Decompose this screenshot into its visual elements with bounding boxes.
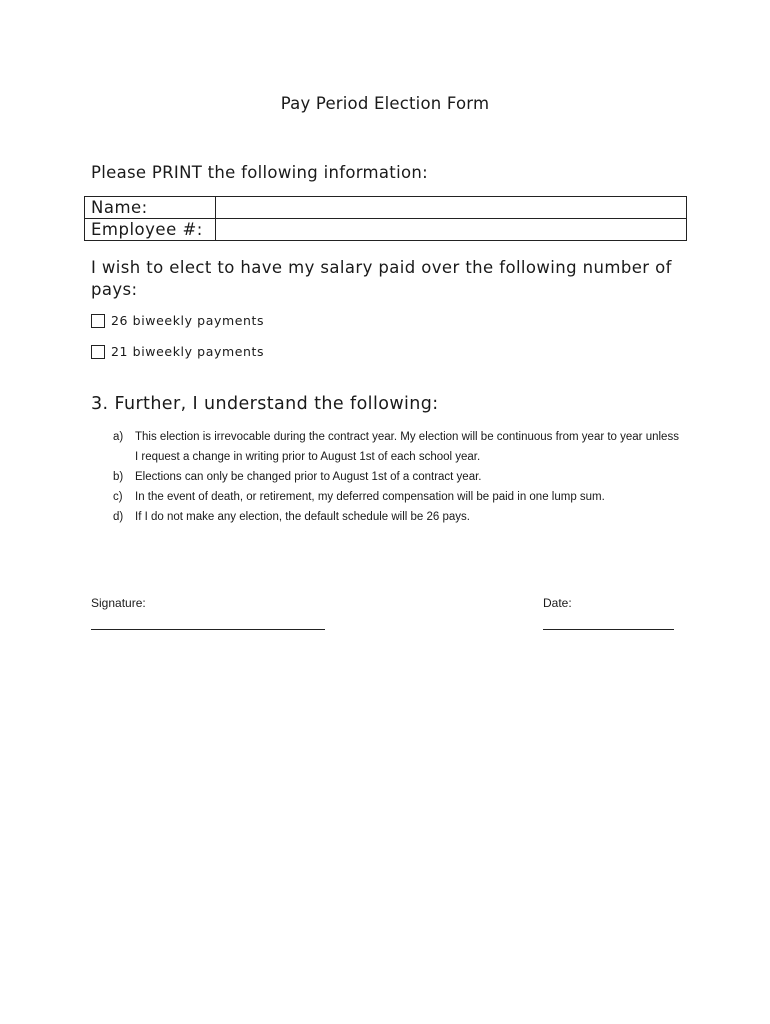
term-text: In the event of death, or retirement, my deferred compensation will be paid in one lump sum. — [135, 491, 605, 503]
term-marker: c) — [113, 491, 123, 503]
option-26-payments[interactable] — [91, 313, 264, 328]
option-21-payments[interactable] — [91, 344, 264, 359]
employee-number-label: Employee #: — [85, 219, 216, 241]
signature-line[interactable] — [91, 629, 325, 630]
name-row — [85, 197, 687, 219]
date-label: Date: — [543, 596, 572, 610]
term-marker: d) — [113, 511, 124, 523]
option-21-label: 21 biweekly payments — [111, 344, 265, 359]
term-text: If I do not make any election, the default schedule will be 26 pays. — [135, 511, 470, 523]
employee-info-table — [84, 196, 687, 241]
employee-number-field[interactable] — [216, 219, 687, 241]
name-field[interactable] — [216, 197, 687, 219]
term-marker: b) — [113, 471, 124, 483]
employee-number-row — [85, 219, 687, 241]
term-marker: a) — [113, 431, 124, 443]
term-item-d — [113, 507, 713, 527]
election-prompt: I wish to elect to have my salary paid over the following number of pays: — [91, 258, 672, 299]
option-26-label: 26 biweekly payments — [111, 313, 265, 328]
term-item-c — [113, 487, 713, 507]
terms-list — [113, 427, 713, 527]
print-prompt: Please PRINT the following information: — [91, 163, 428, 182]
further-heading: 3. Further, I understand the following: — [91, 394, 439, 414]
checkbox-26-payments[interactable] — [91, 314, 105, 328]
term-text: Elections can only be changed prior to August 1st of a contract year. — [135, 471, 482, 483]
form-title: Pay Period Election Form — [280, 94, 490, 113]
date-line[interactable] — [543, 629, 674, 630]
name-label: Name: — [85, 197, 216, 219]
term-text: This election is irrevocable during the contract year. My election will be continuous from year to year unless I request a change in writing prior to August 1st of each school year. — [135, 431, 679, 463]
signature-label: Signature: — [91, 596, 146, 610]
term-item-b — [113, 467, 713, 487]
checkbox-21-payments[interactable] — [91, 345, 105, 359]
term-item-a — [113, 427, 713, 467]
